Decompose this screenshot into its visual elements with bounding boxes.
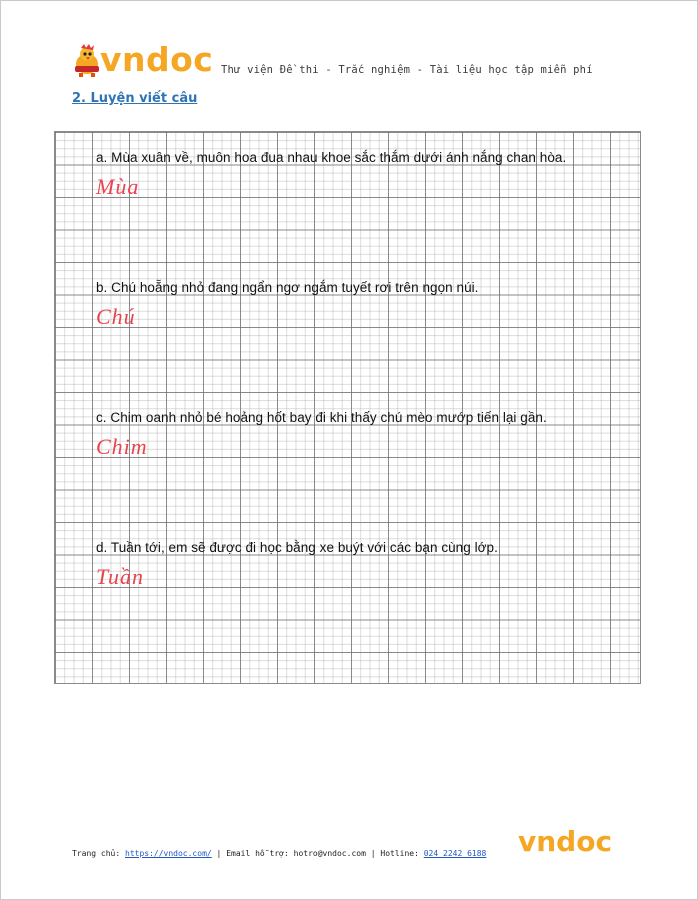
exercise-sentence-d: d. Tuần tới, em sẽ được đi học bằng xe buýt với các bạn cùng lớp. xyxy=(96,540,498,555)
cursive-sample-d: Tuần xyxy=(96,564,145,589)
cursive-sample-b: Chú xyxy=(96,304,136,329)
cursive-sample-a: Mùa xyxy=(96,174,140,199)
footer-hotline-link[interactable]: 024 2242 6188 xyxy=(423,849,487,858)
footer-info xyxy=(72,849,486,858)
footer-separator: | xyxy=(216,849,222,858)
footer-email: hotro@vndoc.com xyxy=(293,849,366,858)
footer-home-link[interactable]: https://vndoc.com/ xyxy=(125,849,212,858)
logo-wordmark: vndoc xyxy=(100,40,214,79)
cursive-sample-c: Chim xyxy=(96,434,148,459)
writing-grid xyxy=(54,131,641,684)
header-tagline: Thư viện Đề thi - Trắc nghiệm - Tài liệu học tập miễn phí xyxy=(221,64,593,76)
footer-email-label: Email hỗ trợ: xyxy=(226,849,289,858)
vndoc-logo[interactable] xyxy=(72,40,214,79)
footer-vndoc-logo[interactable]: vndoc xyxy=(518,825,613,858)
exercise-sentence-b: b. Chú hoẵng nhỏ đang ngẩn ngơ ngắm tuyết rơi trên ngọn núi. xyxy=(96,280,479,295)
rooster-mascot-icon xyxy=(72,44,102,78)
footer-home-label: Trang chủ: xyxy=(72,849,121,858)
exercise-sentence-a: a. Mùa xuân về, muôn hoa đua nhau khoe sắc thắm dưới ánh nắng chan hòa. xyxy=(96,150,567,165)
footer-hotline-label: Hotline: xyxy=(380,849,419,858)
exercise-sentence-c: c. Chim oanh nhỏ bé hoảng hốt bay đi khi thấy chú mèo mướp tiến lại gần. xyxy=(96,410,547,425)
section-title: 2. Luyện viết câu xyxy=(72,91,198,106)
footer-separator: | xyxy=(370,849,376,858)
